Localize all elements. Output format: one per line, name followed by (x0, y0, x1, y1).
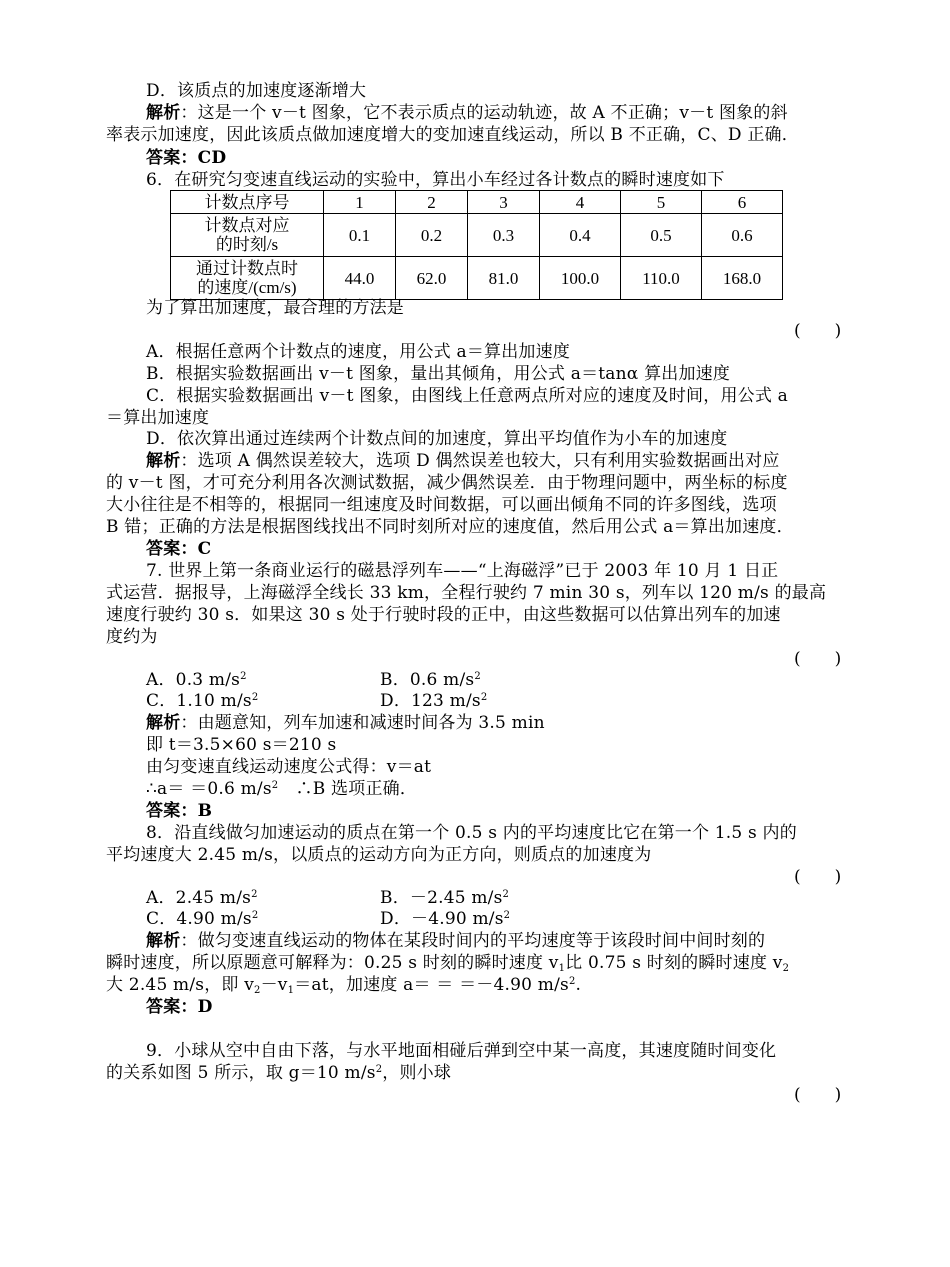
table-cell: 0.6 (702, 214, 783, 257)
analysis-label: 解析 (146, 451, 181, 471)
q8-options-row-2 (146, 908, 888, 930)
q6-data-table (170, 190, 783, 300)
q5-answer: 答案：CD (146, 148, 227, 168)
table-cell: 2 (396, 191, 468, 214)
table-cell: 0.2 (396, 214, 468, 257)
table-cell: 1 (324, 191, 396, 214)
table-cell: 5 (621, 191, 702, 214)
q8-answer-paren: ( ) (794, 867, 842, 887)
q7-analysis-line-2: 即 t＝3.5×60 s＝210 s (146, 735, 337, 755)
q6-stem: 6．在研究匀变速直线运动的实验中，算出小车经过各计数点的瞬时速度如下 (146, 170, 725, 190)
q6-analysis-line-3: 大小往往是不相等的，根据同一组速度及时间数据，可以画出倾角不同的许多图线，选项 (106, 495, 777, 515)
q9-answer-paren: ( ) (794, 1085, 842, 1105)
table-cell: 4 (540, 191, 621, 214)
q7-option-d: D．123 $m/s^2$ (380, 691, 488, 711)
q6-option-a: A．根据任意两个计数点的速度，用公式 a＝算出加速度 (146, 342, 571, 362)
q8-stem-line-2: 平均速度大 2.45 m/s，以质点的运动方向为正方向，则质点的加速度为 (106, 845, 652, 865)
q5-analysis-line-2: 率表示加速度，因此该质点做加速度增大的变加速直线运动，所以 B 不正确，C、D 正确． (106, 125, 799, 145)
q7-options-row-2 (146, 690, 888, 712)
q7-analysis-line-4: ∴a＝ ＝0.6 $m/s^2$ ∴B 选项正确． (146, 779, 418, 799)
table-row (171, 257, 783, 300)
table-row (171, 191, 783, 214)
q6-analysis-line-2: 的 v－t 图，才可充分利用各次测试数据，减少偶然误差．由于物理问题中，两坐标的标度 (106, 473, 788, 493)
table-cell: 计数点对应 的时刻/s (171, 214, 324, 257)
q8-options-row-1 (146, 887, 888, 909)
table-cell: 0.5 (621, 214, 702, 257)
table-cell: 0.4 (540, 214, 621, 257)
table-cell: 81.0 (468, 257, 540, 300)
q8-option-a: A．2.45 $m/s^2$ (146, 888, 258, 908)
table-row (171, 214, 783, 257)
q8-option-b: B．－2.45 $m/s^2$ (380, 888, 510, 908)
table-cell: 44.0 (324, 257, 396, 300)
q8-analysis-line-3: 大 2.45 m/s，即 $v_2-v_1=at$，加速度 a＝ ＝ ＝－4.90 $m/s^2$. (106, 975, 582, 996)
q7-option-a: A．0.3 $m/s^2$ (146, 670, 247, 690)
q7-stem-line-2: 式运营．据报导，上海磁浮全线长 33 km，全程行驶约 7 min 30 s，列车以 120 m/s 的最高 (106, 583, 827, 603)
table-cell: 6 (702, 191, 783, 214)
table-cell: 0.3 (468, 214, 540, 257)
table-cell: 计数点序号 (171, 191, 324, 214)
q7-option-b: B．0.6 $m/s^2$ (380, 670, 481, 690)
q7-stem-line-1: 7. 世界上第一条商业运行的磁悬浮列车——“上海磁浮”已于 2003 年 10 月 1 日正 (146, 561, 779, 581)
q6-answer-paren: ( ) (794, 321, 842, 341)
q6-question: 为了算出加速度，最合理的方法是 (146, 298, 404, 318)
q7-stem-line-3: 速度行驶约 30 s．如果这 30 s 处于行驶时段的正中，由这些数据可以估算出列车的加速 (106, 605, 781, 625)
analysis-label: 解析 (146, 931, 181, 951)
table-cell: 3 (468, 191, 540, 214)
q7-analysis-line-3: 由匀变速直线运动速度公式得：v＝at (146, 757, 432, 777)
q6-option-b: B．根据实验数据画出 v－t 图象，量出其倾角，用公式 a＝tanα 算出加速度 (146, 364, 731, 384)
table-cell: 110.0 (621, 257, 702, 300)
q6-option-c-line-2: ＝算出加速度 (106, 408, 210, 428)
q7-options-row-1 (146, 669, 888, 691)
q7-option-c: C．1.10 $m/s^2$ (146, 691, 259, 711)
q8-analysis-line-1: 解析：做匀变速直线运动的物体在某段时间内的平均速度等于该段时间中间时刻的 (146, 931, 766, 951)
q7-answer-paren: ( ) (794, 649, 842, 669)
q8-stem-line-1: 8．沿直线做匀加速运动的质点在第一个 0.5 s 内的平均速度比它在第一个 1.5 s 内的 (146, 823, 797, 843)
q7-analysis-line-1: 解析：由题意知，列车加速和减速时间各为 3.5 min (146, 713, 545, 733)
q8-option-c: C．4.90 $m/s^2$ (146, 909, 259, 929)
q6-option-d: D．依次算出通过连续两个计数点间的加速度，算出平均值作为小车的加速度 (146, 429, 728, 449)
q6-answer: 答案：C (146, 539, 212, 559)
table-cell: 0.1 (324, 214, 396, 257)
q9-stem-line-1: 9．小球从空中自由下落，与水平地面相碰后弹到空中某一高度，其速度随时间变化 (146, 1041, 777, 1061)
q7-stem-line-4: 度约为 (106, 627, 158, 647)
q5-analysis-line-1: 解析：这是一个 v－t 图象，它不表示质点的运动轨迹，故 A 不正确；v－t 图象的斜 (146, 103, 788, 123)
q6-option-c-line-1: C．根据实验数据画出 v－t 图象，由图线上任意两点所对应的速度及时间，用公式 a (146, 386, 788, 406)
q8-answer: 答案：D (146, 997, 213, 1017)
q8-option-d: D．－4.90 $m/s^2$ (380, 909, 511, 929)
q6-analysis-line-4: B 错；正确的方法是根据图线找出不同时刻所对应的速度值，然后用公式 a＝算出加速度． (106, 517, 794, 537)
q7-answer: 答案：B (146, 801, 213, 821)
table-cell: 168.0 (702, 257, 783, 300)
table-cell: 通过计数点时 的速度/(cm/s) (171, 257, 324, 300)
analysis-label: 解析 (146, 103, 181, 123)
q9-stem-line-2: 的关系如图 5 所示，取 g＝10 $m/s^2$，则小球 (106, 1063, 452, 1083)
table-cell: 62.0 (396, 257, 468, 300)
table-cell: 100.0 (540, 257, 621, 300)
q5-option-d: D．该质点的加速度逐渐增大 (146, 81, 367, 101)
analysis-label: 解析 (146, 713, 181, 733)
q8-analysis-line-2: 瞬时速度，所以原题意可解释为：0.25 s 时刻的瞬时速度 $v_1$比 0.75 s 时刻的瞬时速度 $v_2$ (106, 953, 790, 974)
q6-analysis-line-1: 解析：选项 A 偶然误差较大，选项 D 偶然误差也较大，只有利用实验数据画出对应 (146, 451, 780, 471)
